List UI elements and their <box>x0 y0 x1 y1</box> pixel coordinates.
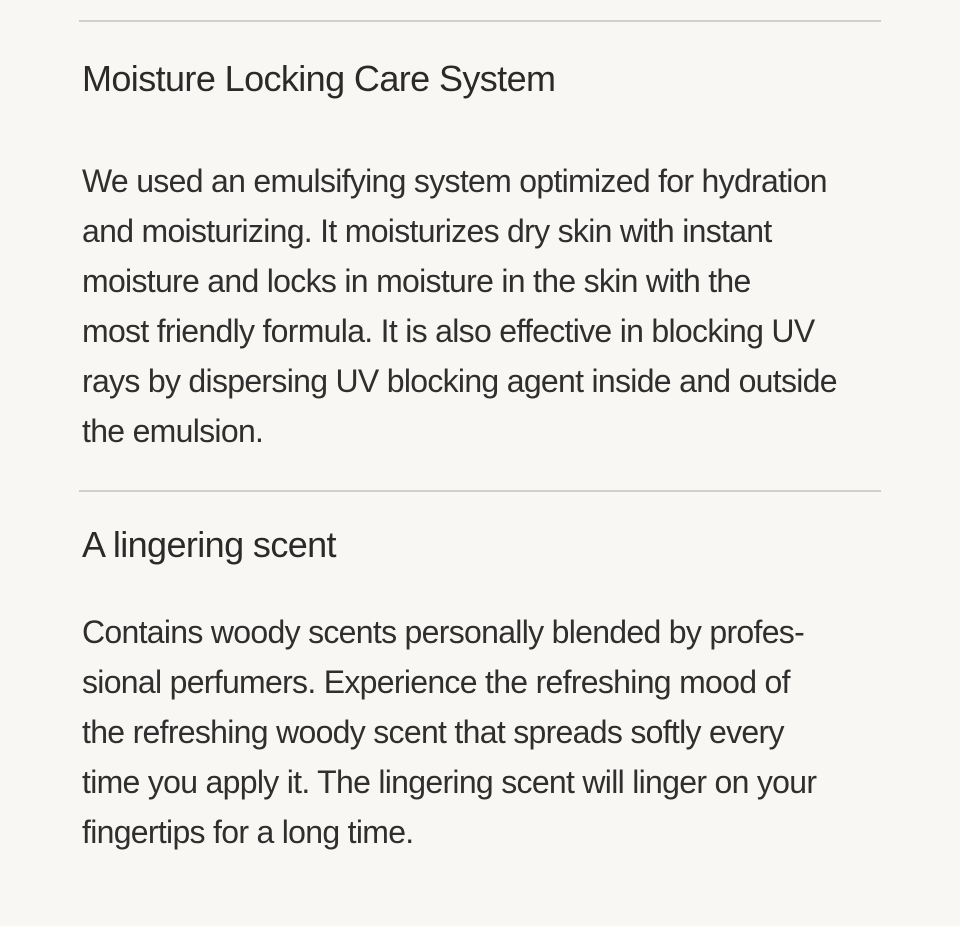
body-line: rays by dispersing UV blocking agent inside and outside <box>82 363 837 399</box>
section-moisture-locking <box>82 58 892 456</box>
section-divider <box>79 490 881 492</box>
section-lingering-scent <box>82 524 892 857</box>
body-line: moisture and locks in moisture in the skin with the <box>82 263 751 299</box>
body-line: fingertips for a long time. <box>82 814 414 850</box>
body-line: sional perfumers. Experience the refreshing mood of <box>82 664 790 700</box>
body-line: the refreshing woody scent that spreads softly every <box>82 714 784 750</box>
body-line: Contains woody scents personally blended by profes- <box>82 614 805 650</box>
body-line: time you apply it. The lingering scent will linger on your <box>82 764 817 800</box>
section-body <box>82 607 892 857</box>
body-line: most friendly formula. It is also effective in blocking UV <box>82 313 815 349</box>
section-title: A lingering scent <box>82 524 336 565</box>
body-line: and moisturizing. It moisturizes dry skin with instant <box>82 213 772 249</box>
body-line: We used an emulsifying system optimized for hydration <box>82 163 827 199</box>
section-title: Moisture Locking Care System <box>82 58 556 99</box>
body-line: the emulsion. <box>82 413 264 449</box>
section-body <box>82 156 892 456</box>
top-divider <box>79 20 881 22</box>
